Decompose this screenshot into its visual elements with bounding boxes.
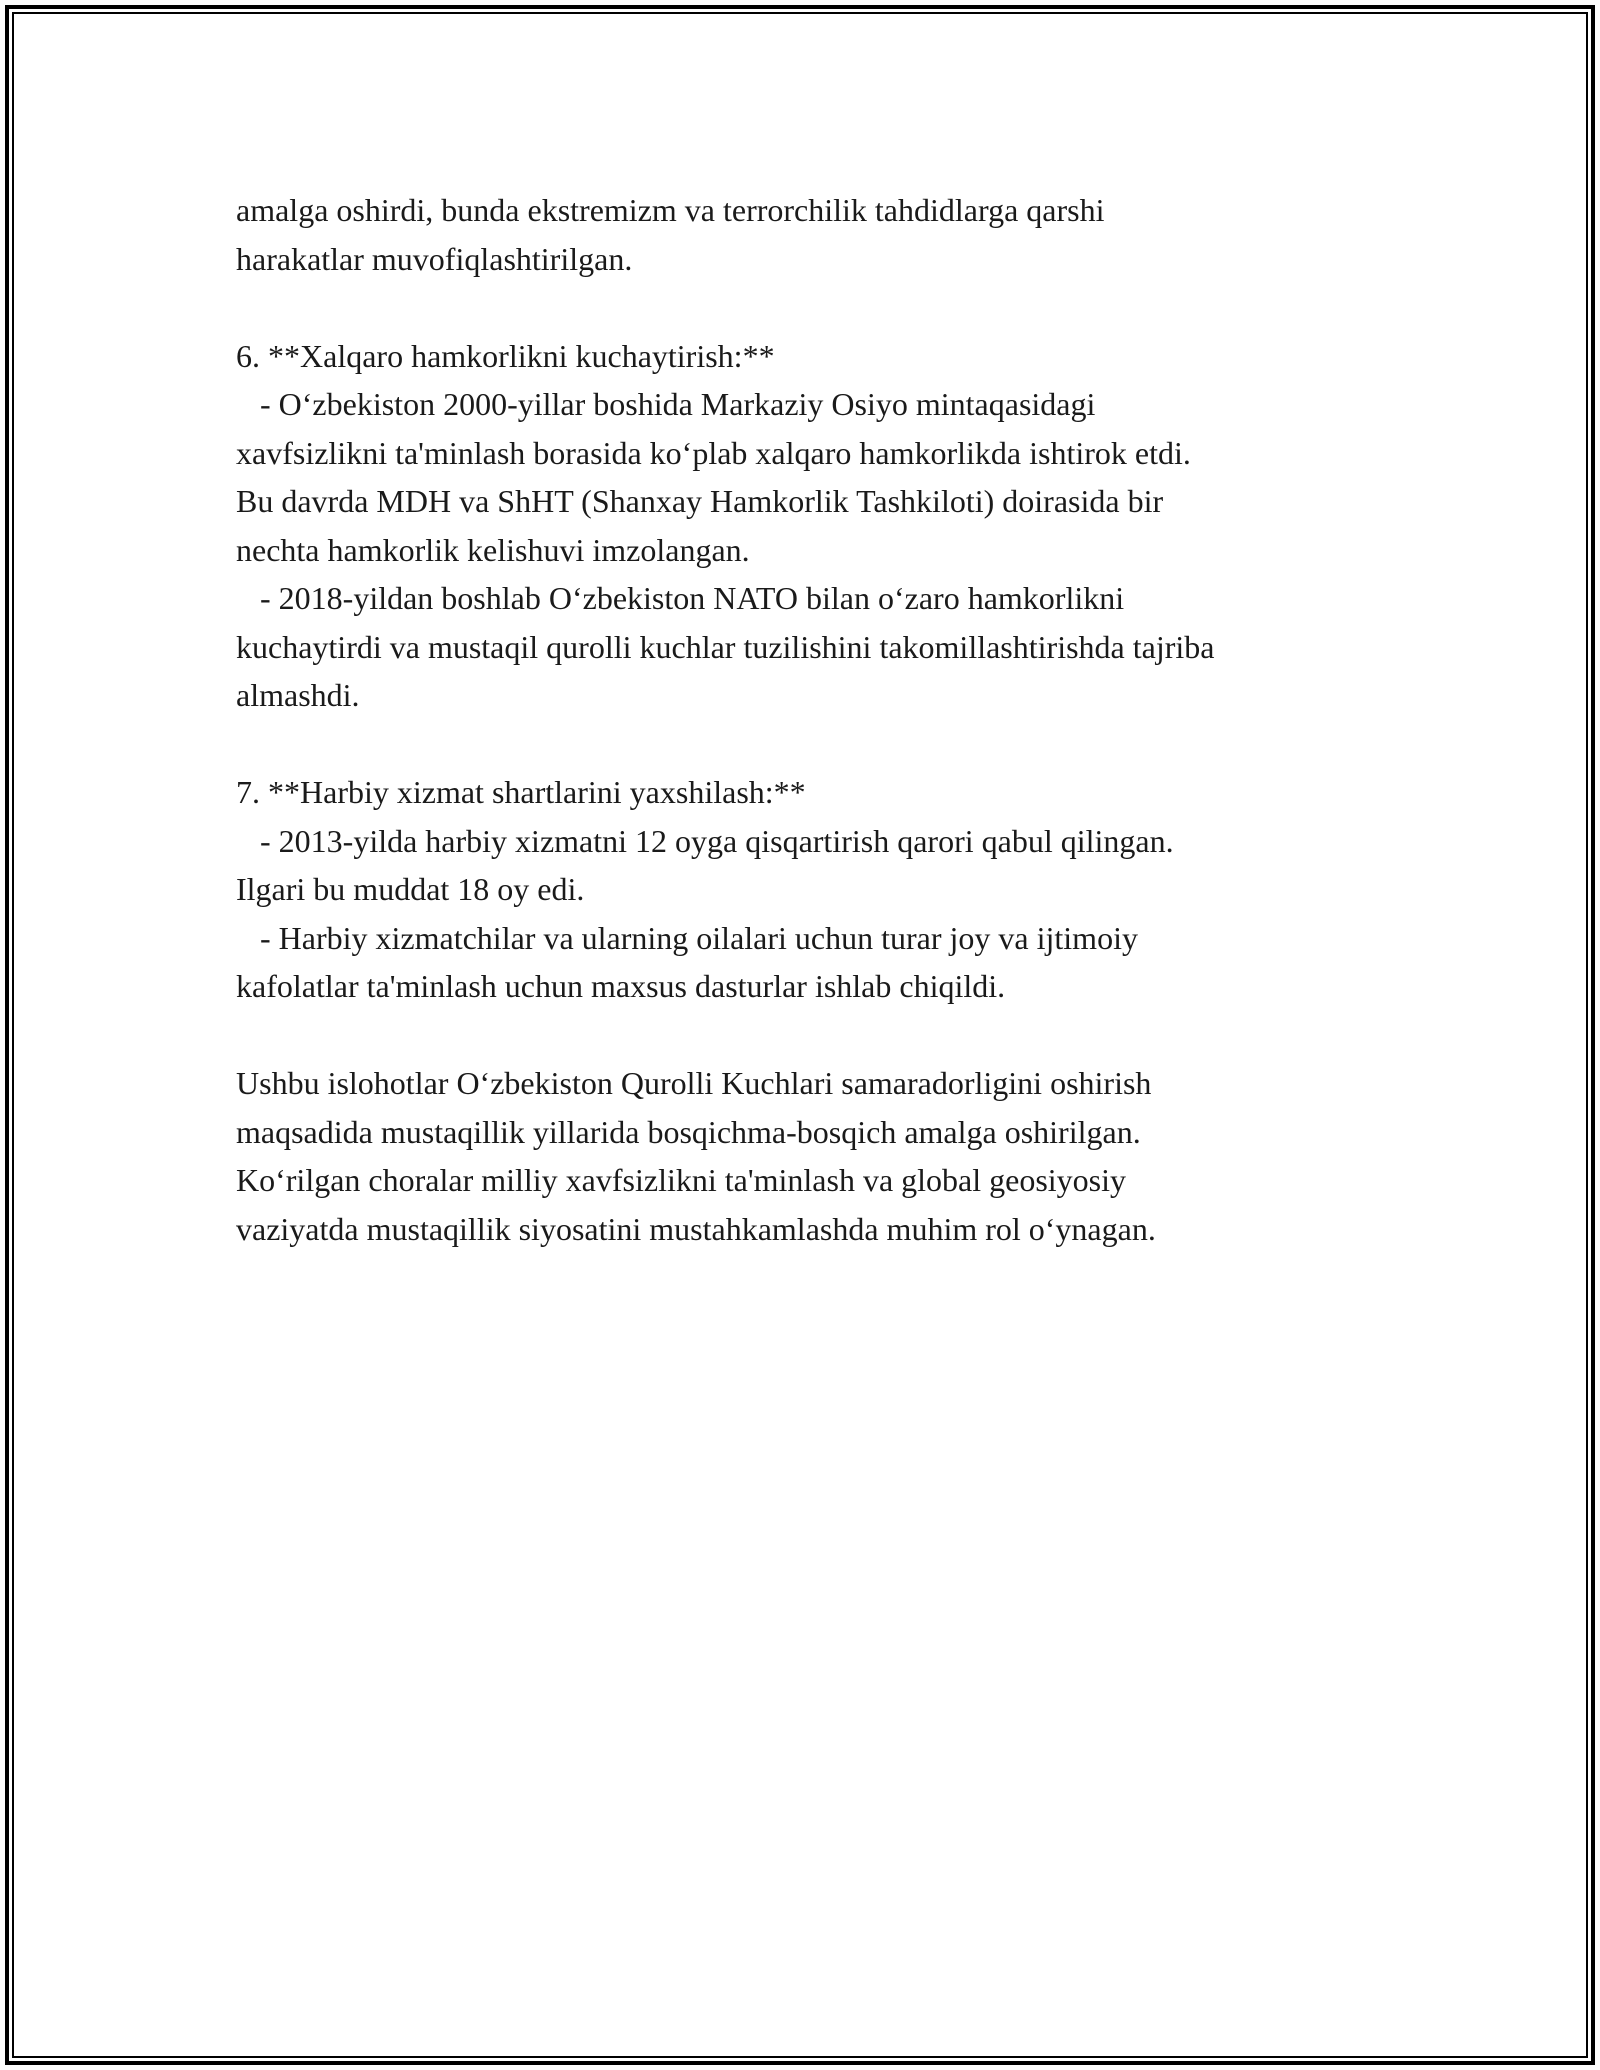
text-line: - 2013-yilda harbiy xizmatni 12 oyga qisqartirish qarori qabul qilingan. [236, 822, 1174, 859]
text-line: nechta hamkorlik kelishuvi imzolangan. [236, 531, 750, 568]
text-line: Bu davrda MDH va ShHT (Shanxay Hamkorlik Tashkiloti) doirasida bir [236, 483, 1164, 519]
blank-line [236, 283, 1436, 332]
text-line: vaziyatda mustaqillik siyosatini mustahkamlashda muhim rol o‘ynagan. [236, 1210, 1156, 1247]
text-line: Ko‘rilgan choralar milliy xavfsizlikni ta'minlash va global geosiyosiy [236, 1162, 1127, 1198]
text-line: xavfsizlikni ta'minlash borasida ko‘plab xalqaro hamkorlikda ishtirok etdi. [236, 434, 1191, 471]
blank-line [236, 1011, 1436, 1060]
text-line: kafolatlar ta'minlash uchun maxsus dasturlar ishlab chiqildi. [236, 968, 1006, 1004]
text-line: - 2018-yildan boshlab O‘zbekiston NATO bilan o‘zaro hamkorlikni [236, 580, 1125, 616]
text-line: Ilgari bu muddat 18 oy edi. [236, 871, 585, 907]
text-line: kuchaytirdi va mustaqil qurolli kuchlar tuzilishini takomillashtirishda tajriba [236, 628, 1215, 665]
text-line: Ushbu islohotlar O‘zbekiston Qurolli Kuchlari samaradorligini oshirish [236, 1065, 1152, 1101]
blank-line [236, 720, 1436, 769]
document-body [236, 186, 1436, 1253]
text-line: - Harbiy xizmatchilar va ularning oilalari uchun turar joy va ijtimoiy [236, 919, 1138, 956]
section-heading: 7. **Harbiy xizmat shartlarini yaxshilash:** [236, 774, 806, 810]
text-line: maqsadida mustaqillik yillarida bosqichma-bosqich amalga oshirilgan. [236, 1113, 1141, 1150]
text-line: harakatlar muvofiqlashtirilgan. [236, 240, 633, 277]
text-line: - O‘zbekiston 2000-yillar boshida Markaziy Osiyo mintaqasidagi [236, 386, 1096, 422]
text-line: amalga oshirdi, bunda ekstremizm va terrorchilik tahdidlarga qarshi [236, 192, 1105, 228]
section-heading: 6. **Xalqaro hamkorlikni kuchaytirish:** [236, 337, 775, 374]
text-line: almashdi. [236, 677, 360, 713]
